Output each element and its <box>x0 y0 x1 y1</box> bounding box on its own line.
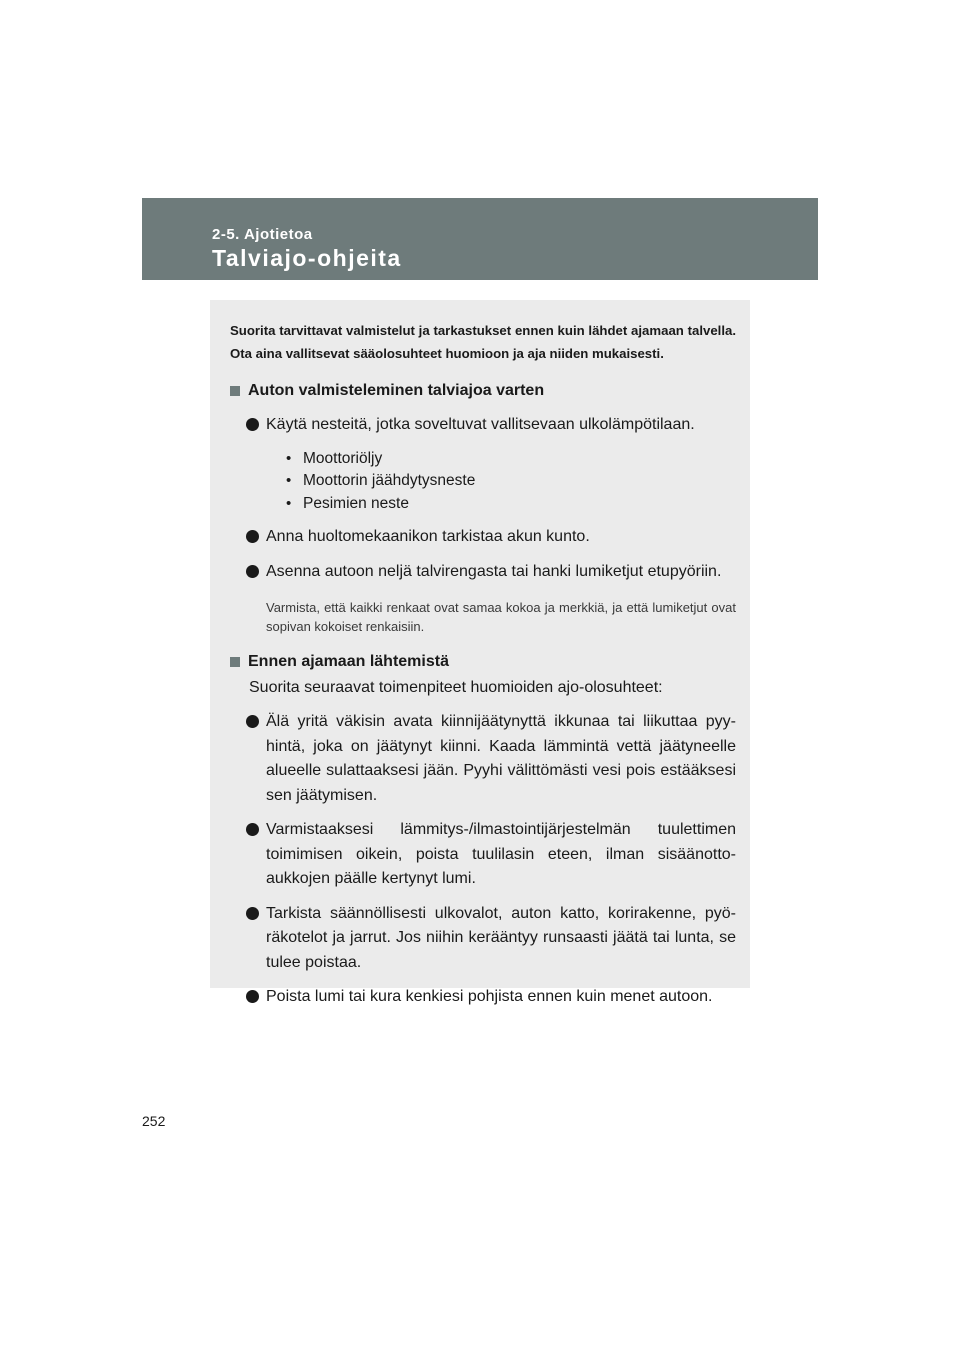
section-heading-text: Ennen ajamaan lähtemistä <box>248 653 449 670</box>
round-bullet-icon <box>246 715 259 728</box>
list-item-text: Moottoriöljy <box>303 449 383 467</box>
intro-text: Suorita tarvittavat valmistelut ja tarkastukset ennen kuin lähdet ajamaan talvella. Ota aina vallitsevat sääolosuhteet huomioon ja aja niiden mukaisesti. <box>230 323 736 361</box>
round-bullet-icon <box>246 530 259 543</box>
page-number: 252 <box>142 1113 166 1129</box>
section-heading-text: Auton valmisteleminen talviajoa varten <box>248 382 545 399</box>
list-item <box>286 493 736 516</box>
content-box <box>210 300 750 1005</box>
bullet-text: Anna huoltomekaanikon tarkistaa akun kunto. <box>266 528 590 545</box>
small-bullet-icon: • <box>286 472 292 489</box>
bullet-text: Poista lumi tai kura kenkiesi pohjista ennen kuin menet autoon. <box>266 988 713 1005</box>
content-inner <box>230 320 736 1010</box>
section-heading-before-driving <box>230 650 736 674</box>
list-item-text: Pesimien neste <box>303 494 409 512</box>
round-bullet-icon <box>246 565 259 578</box>
round-bullet-icon <box>246 990 259 1003</box>
bullet-text: Älä yritä väkisin avata kiinnijäätynyttä ikkunaa tai liikuttaa pyyhintä, joka on jäätynyt kiinni. Kaada lämmintä vettä jäätyneelle alueelle sulattaaksesi jään. Pyyhi välittömästi vesi pois estääksesi sen jäätymisen. <box>266 713 736 804</box>
small-bullet-icon: • <box>286 494 292 512</box>
list-item <box>286 448 736 471</box>
list-item <box>286 470 736 493</box>
bullet-item <box>230 985 736 1010</box>
bullet-item <box>230 818 736 892</box>
round-bullet-icon <box>246 418 259 431</box>
bullet-text: Asenna autoon neljä talvirengasta tai hanki lumiketjut etupyöriin. <box>266 562 722 580</box>
bullet-text: Varmistaaksesi lämmitys-/ilmastointijärjestelmän tuulettimen toimimisen oikein, poista tuulilasin eteen, ilman sisäänottoaukkojen päälle kertynyt lumi. <box>266 821 736 887</box>
bullet-item <box>230 902 736 976</box>
page-header <box>142 198 818 280</box>
bullet-item <box>230 413 736 438</box>
bullet-text: Käytä nesteitä, jotka soveltuvat vallitsevaan ulkolämpötilaan. <box>266 416 695 433</box>
lead-text: Suorita seuraavat toimenpiteet huomioiden ajo-olosuhteet: <box>249 679 663 696</box>
bullet-item <box>230 525 736 550</box>
bullet-item <box>230 560 736 585</box>
list-item-text: Moottorin jäähdytysneste <box>303 472 476 489</box>
round-bullet-icon <box>246 907 259 920</box>
bullet-item <box>230 710 736 808</box>
page-title: Talviajo-ohjeita <box>212 245 402 271</box>
round-bullet-icon <box>246 823 259 836</box>
small-bullet-icon: • <box>286 449 292 467</box>
fluid-list <box>230 448 736 516</box>
section-label: 2-5. Ajotietoa <box>212 226 313 243</box>
square-bullet-icon <box>230 657 240 667</box>
square-bullet-icon <box>230 386 240 396</box>
section-heading-preparation <box>230 379 736 403</box>
bullet-text: Tarkista säännöllisesti ulkovalot, auton katto, korirakenne, pyöräkotelot ja jarrut. Jos niihin kerääntyy runsaasti jäätä tai lunta, se tulee poistaa. <box>266 904 736 971</box>
note-text: Varmista, että kaikki renkaat ovat samaa kokoa ja merkkiä, ja että lumiketjut ovat sopivan kokoiset renkaisiin. <box>266 600 736 634</box>
